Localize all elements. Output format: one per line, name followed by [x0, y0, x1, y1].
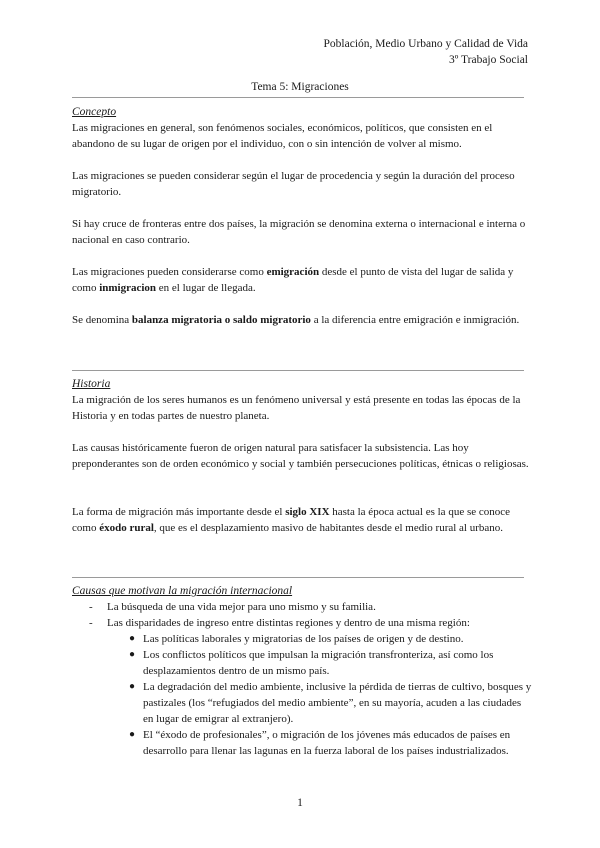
term-exodo-rural: éxodo rural: [99, 522, 154, 534]
topic-title: Tema 5: Migraciones: [251, 81, 349, 93]
list-item-text: Las disparidades de ingreso entre distintas regiones y dentro de una misma región:: [107, 617, 470, 629]
text-run: a la diferencia entre emigración e inmigración.: [310, 314, 520, 326]
sublist-item-text: Los conflictos políticos que impulsan la migración transfronteriza, así como los desplazamientos dentro de un mismo país.: [143, 649, 494, 677]
term-emigracion: emigración: [266, 266, 320, 278]
sublist-item: [107, 679, 532, 727]
text-run: en el lugar de llegada.: [156, 282, 256, 294]
bullet-icon: ●: [129, 649, 136, 660]
list-item: [72, 599, 532, 615]
sublist-item-text: El “éxodo de profesionales”, o migración de los jóvenes más educados de países en desarrollo para llenar las lagunas en la fuerza laboral de los países industrializados.: [143, 729, 511, 757]
causas-sublist: [107, 631, 532, 759]
text-run: desde el punto de vista del lugar de salida y como: [72, 266, 514, 294]
dash-marker: -: [89, 601, 93, 613]
sublist-item: [107, 727, 532, 759]
term-balanza-migratoria: balanza migratoria o saldo migratorio: [131, 314, 311, 326]
sublist-item: [107, 631, 532, 647]
text-run: Las migraciones pueden considerarse como: [72, 266, 267, 278]
term-inmigracion: inmigracion: [99, 282, 157, 294]
course-title: Población, Medio Urbano y Calidad de Vida: [323, 38, 528, 50]
historia-paragraph-3: [72, 504, 532, 536]
concepto-paragraph-2: Las migraciones se pueden considerar según el lugar de procedencia y según la duración del proceso migratorio.: [72, 170, 515, 198]
bullet-icon: ●: [129, 729, 136, 740]
bullet-icon: ●: [129, 633, 136, 644]
text-run: hasta la época actual es la que se conoce como: [72, 506, 511, 534]
document-header: [324, 36, 528, 68]
section-title-historia: Historia: [72, 378, 111, 390]
causas-list: [72, 599, 532, 759]
sublist-item-text: La degradación del medio ambiente, inclusive la pérdida de tierras de cultivo, bosques y pastizales (los “refugiados del medio ambiente”, en su mayoría, acuden a las ciudades en lugar de emigrar al extranjero).: [143, 681, 532, 725]
divider: [72, 97, 524, 98]
divider: [72, 370, 524, 371]
program-label: 3º Trabajo Social: [449, 54, 528, 66]
historia-paragraph-2: Las causas históricamente fueron de origen natural para satisfacer la subsistencia. Las hoy preponderantes son de orden económico y social y también persecuciones políticas, étnicas o religiosas.: [72, 442, 529, 470]
sublist-item: [107, 647, 532, 679]
concepto-paragraph-4: [72, 264, 532, 296]
section-title-concepto: Concepto: [72, 106, 117, 118]
text-run: , que es el desplazamiento masivo de habitantes desde el medio rural al urbano.: [153, 522, 504, 534]
text-run: Se denomina: [72, 314, 132, 326]
concepto-paragraph-5: [72, 312, 532, 328]
text-run: La forma de migración más importante desde el: [72, 506, 286, 518]
list-item-text: La búsqueda de una vida mejor para uno mismo y su familia.: [107, 601, 376, 613]
concepto-paragraph-3: Si hay cruce de fronteras entre dos países, la migración se denomina externa o internacional e interna o nacional en caso contrario.: [72, 218, 526, 246]
sublist-item-text: Las políticas laborales y migratorias de los países de origen y de destino.: [143, 633, 464, 645]
historia-paragraph-1: La migración de los seres humanos es un fenómeno universal y está presente en todas las épocas de la Historia y en todas partes de nuestro planeta.: [72, 394, 521, 422]
divider: [72, 577, 524, 578]
dash-marker: -: [89, 617, 93, 629]
concepto-paragraph-1: Las migraciones en general, son fenómenos sociales, económicos, políticos, que consisten en el abandono de su lugar de origen por el individuo, con o sin intención de volver al mismo.: [72, 122, 493, 150]
section-title-causas: Causas que motivan la migración internacional: [72, 585, 293, 597]
page-number: 1: [297, 797, 303, 809]
bullet-icon: ●: [129, 681, 136, 692]
list-item: [72, 615, 532, 759]
term-siglo-xix: siglo XIX: [285, 506, 330, 518]
